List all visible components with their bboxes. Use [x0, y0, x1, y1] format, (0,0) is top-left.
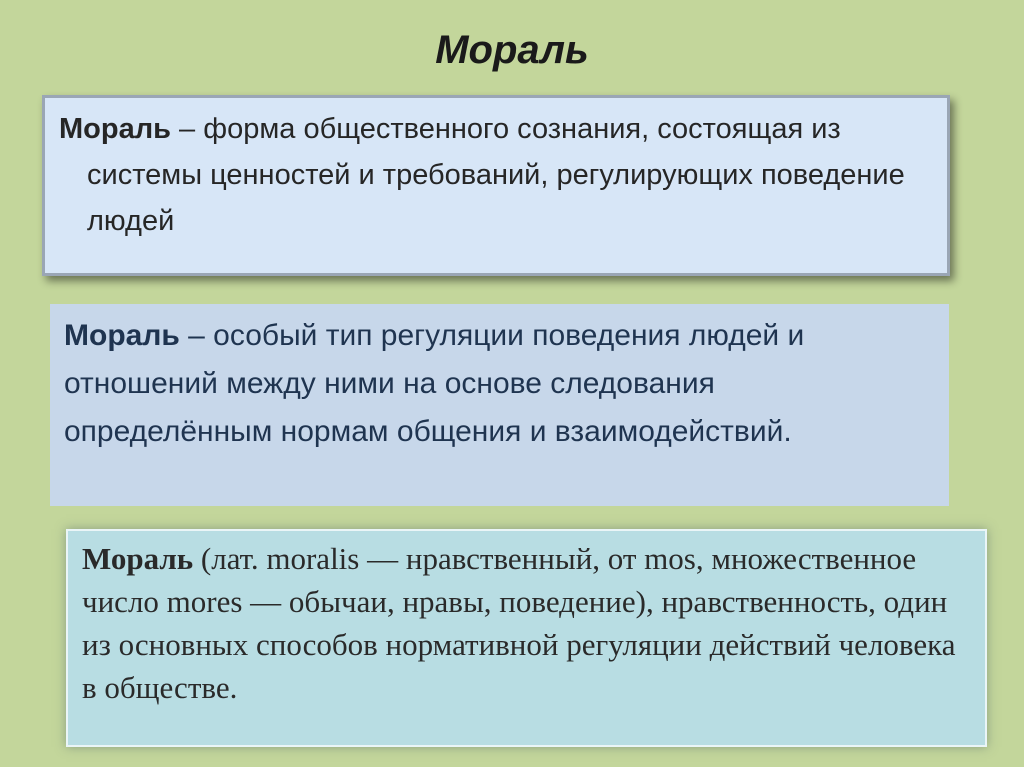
- definition-3-term: Мораль: [82, 541, 194, 576]
- definition-1-term: Мораль: [59, 113, 171, 145]
- definition-box-2: [50, 304, 949, 506]
- definition-box-3: [66, 529, 987, 747]
- definition-2-text: – особый тип регуляции поведения людей и отношений между ними на основе следования определённым нормам общения и взаимодействий.: [64, 319, 805, 448]
- slide-title: Мораль: [435, 28, 589, 72]
- definition-3-text: (лат. moralis — нравственный, от mos, множественное число mores — обычаи, нравы, поведение), нравственность, один из основных способов нормативной регуляции действий человека в обществе.: [82, 541, 956, 705]
- definition-box-1: [42, 95, 950, 276]
- definition-2-term: Мораль: [64, 319, 180, 352]
- definition-3-paragraph: [82, 537, 969, 709]
- definition-1-paragraph: [59, 106, 927, 244]
- definition-2-paragraph: [64, 312, 931, 456]
- definition-1-text: – форма общественного сознания, состоящая из системы ценностей и требований, регулирующих поведение людей: [87, 113, 905, 237]
